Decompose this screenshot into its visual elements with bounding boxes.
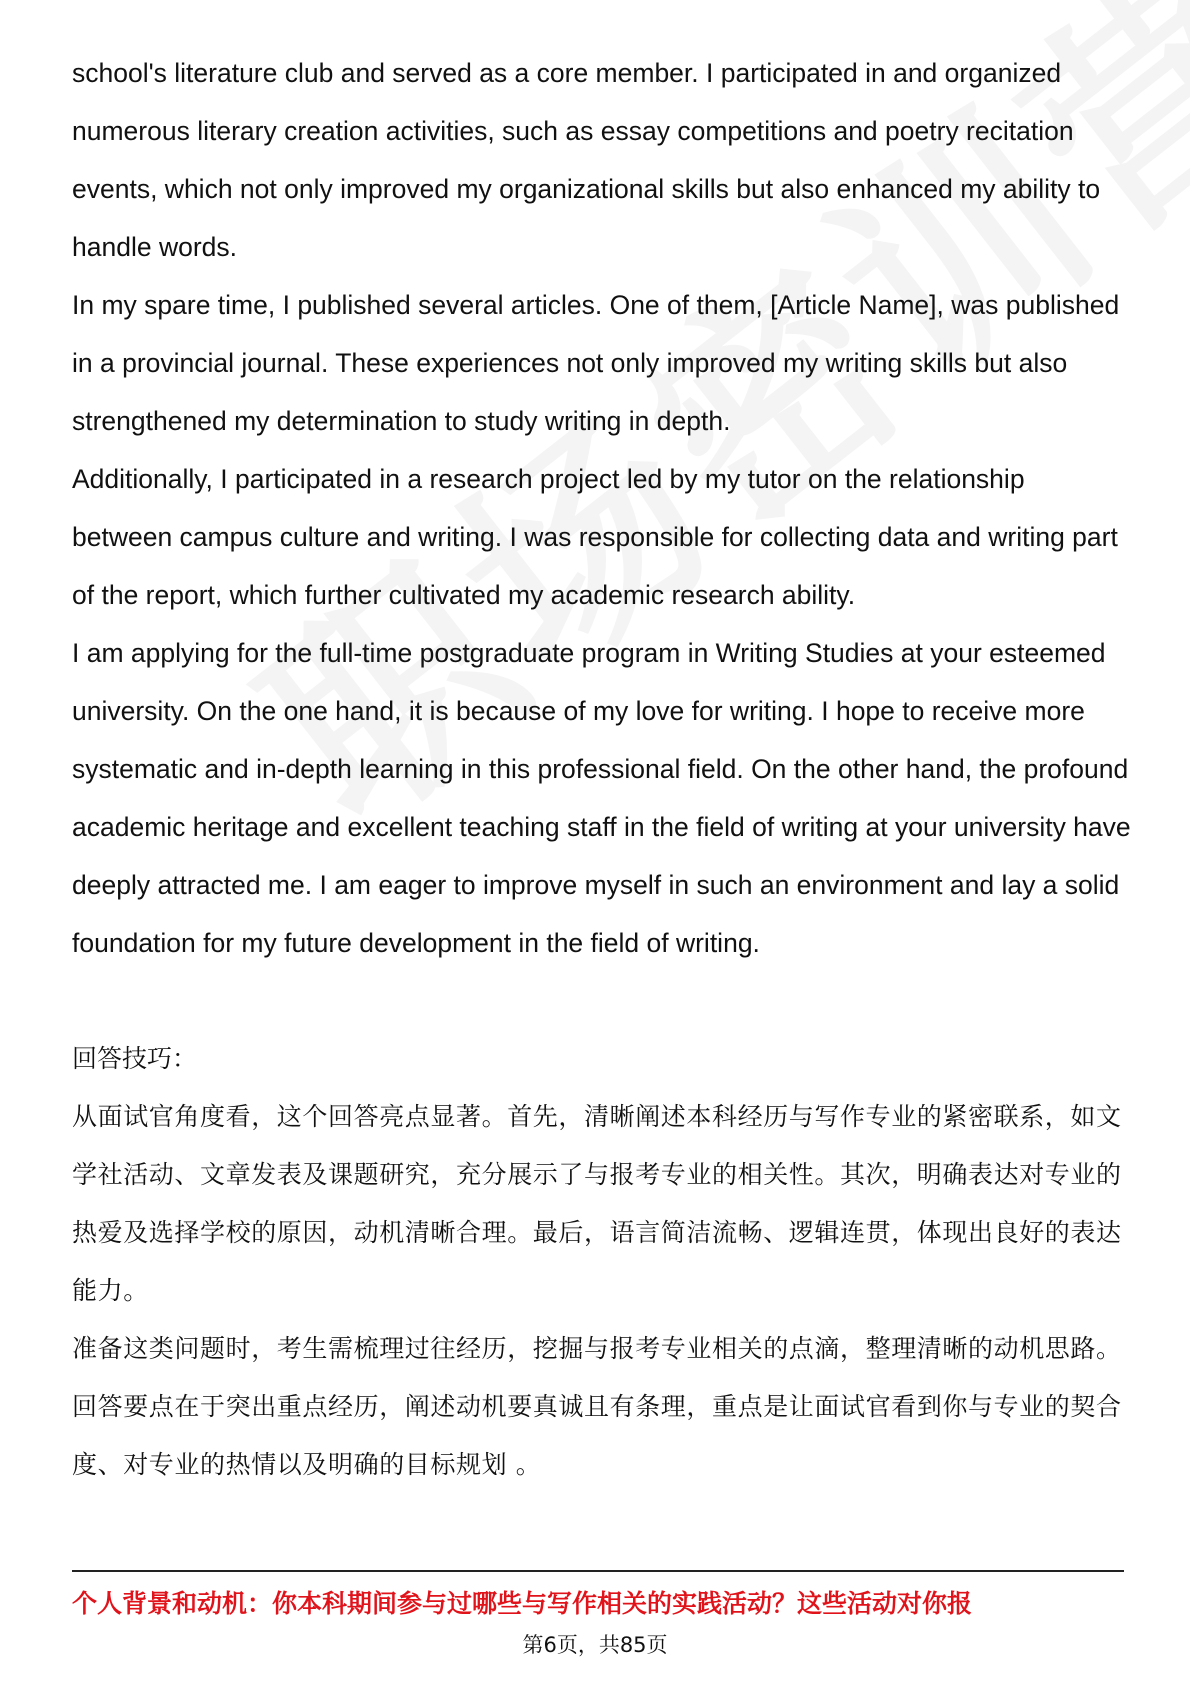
answer-paragraph-1: school's literature club and served as a core member. I participated in and organized numerous literary creation activities, such as essay competitions and poetry recitation events, which not only improved my organizational skills but also enhanced my ability to handle words. [72, 58, 1101, 262]
next-question-heading: 个人背景和动机：你本科期间参与过哪些与写作相关的实践活动？这些活动对你报 [72, 1589, 973, 1618]
answer-paragraph-2: In my spare time, I published several articles. One of them, [Article Name], was published in a provincial journal. These experiences not only improved my writing skills but also strengthened my determination to study writing in depth. [72, 290, 1120, 436]
tips-paragraph-1: 从面试官角度看，这个回答亮点显著。首先，清晰阐述本科经历与写作专业的紧密联系，如文学社活动、文章发表及课题研究，充分展示了与报考专业的相关性。其次，明确表达对专业的热爱及选择学校的原因，动机清晰合理。最后，语言简洁流畅、逻辑连贯，体现出良好的表达能力。 [72, 1102, 1122, 1305]
tips-heading: 回答技巧： [72, 1044, 198, 1073]
answer-paragraph-3: Additionally, I participated in a research project led by my tutor on the relationship between campus culture and writing. I was responsible for collecting data and writing part of the report, which further cultivated my academic research ability. [72, 464, 1118, 610]
footer-divider [72, 1570, 1124, 1572]
tips-paragraph-2: 准备这类问题时，考生需梳理过往经历，挖掘与报考专业相关的点滴，整理清晰的动机思路。回答要点在于突出重点经历，阐述动机要真诚且有条理，重点是让面试官看到你与专业的契合度、对专业的热情以及明确的目标规划 。 [72, 1334, 1122, 1479]
page-content [72, 44, 1132, 1494]
answer-paragraph-4: I am applying for the full-time postgraduate program in Writing Studies at your esteemed university. On the one hand, it is because of my love for writing. I hope to receive more systematic and in-depth learning in this professional field. On the other hand, the profound academic heritage and excellent teaching staff in the field of writing at your university have deeply attracted me. I am eager to improve myself in such an environment and lay a solid foundation for my future development in the field of writing. [72, 638, 1131, 958]
page-number: 第6页，共85页 [522, 1633, 668, 1657]
